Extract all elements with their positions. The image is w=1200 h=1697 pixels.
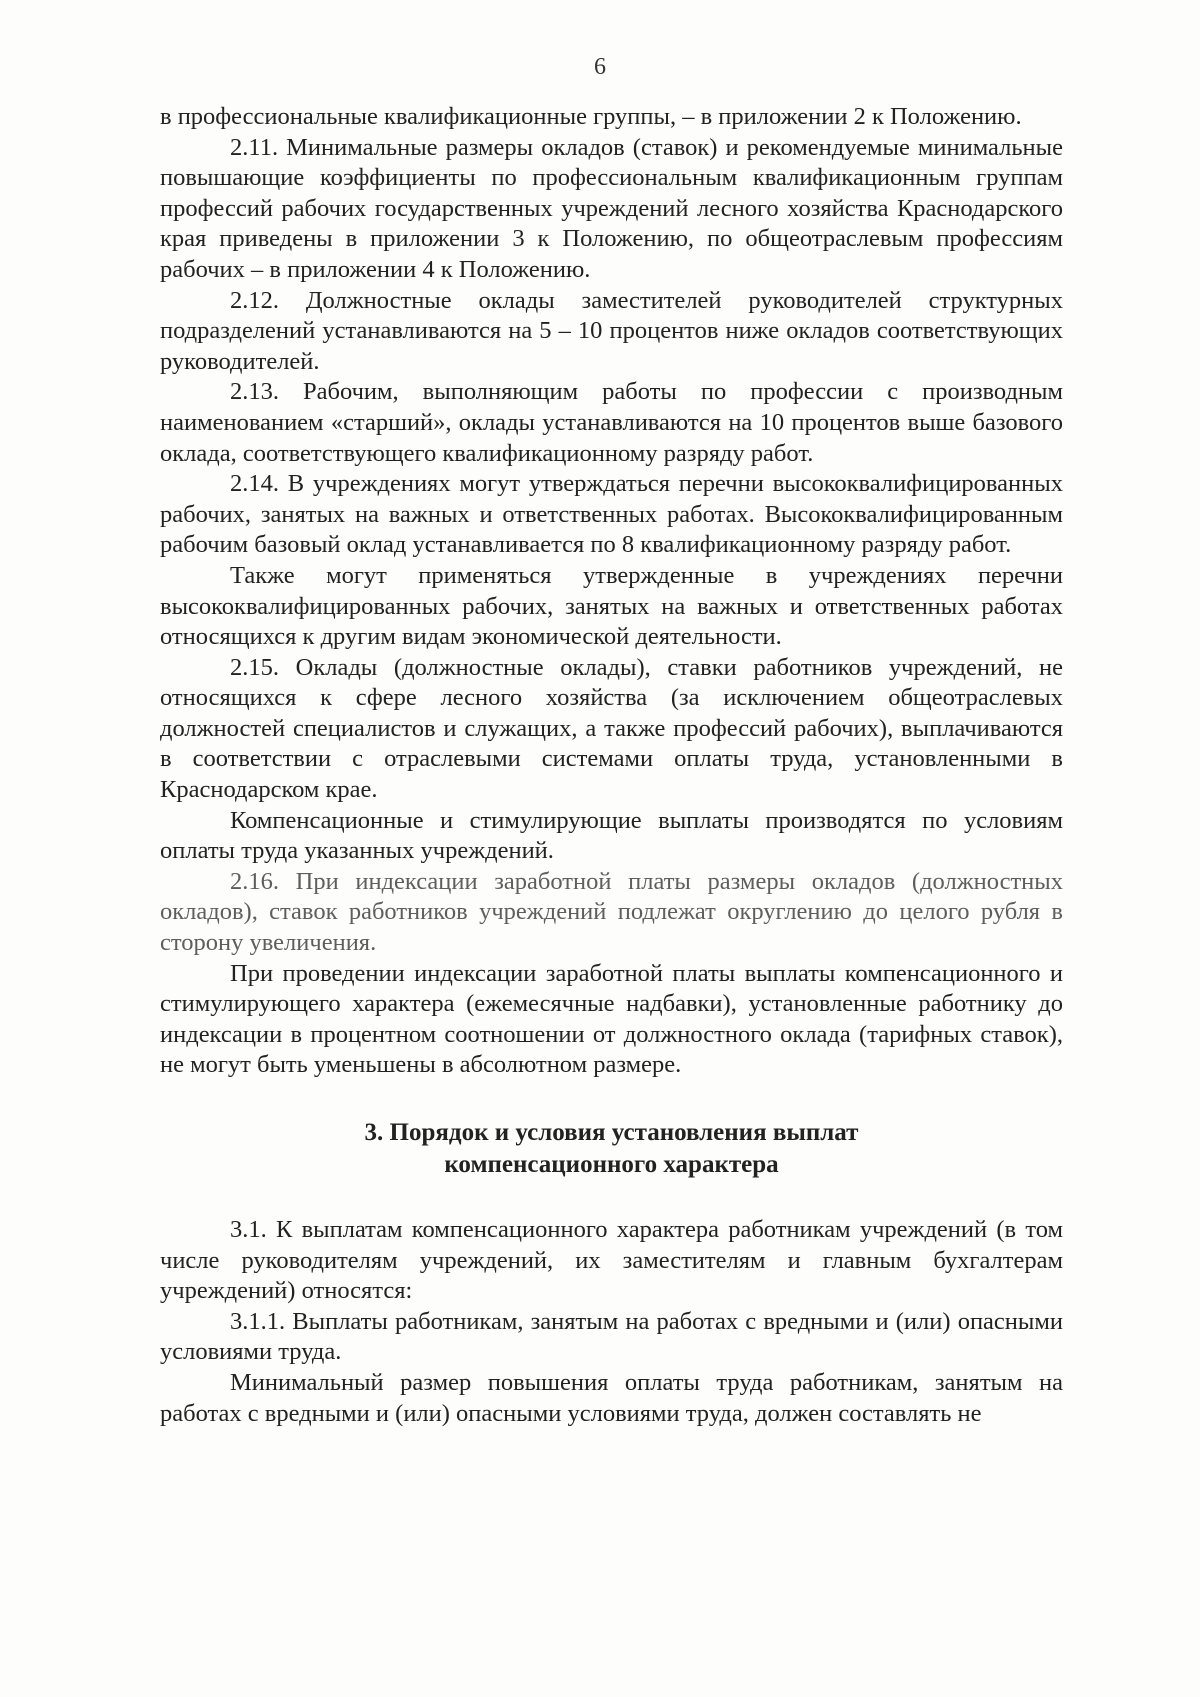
page-number: 6 [594, 54, 606, 80]
section-heading-3 [160, 1117, 1063, 1181]
paragraph-3-1-1: 3.1.1. Выплаты работникам, занятым на работах с вредными и (или) опасными условиями труда. [160, 1307, 1063, 1366]
paragraph-2-16-continued: При проведении индексации заработной платы выплаты компенсационного и стимулирующего характера (ежемесячные надбавки), установленные работнику до индексации в процентном соотношении от должностного оклада (тарифных ставок), не могут быть уменьшены в абсолютном размере. [160, 959, 1063, 1079]
paragraph-2-13: 2.13. Рабочим, выполняющим работы по профессии с производным наименованием «старший», оклады устанавливаются на 10 процентов выше базового оклада, соответствующего квалификационному разряду работ. [160, 378, 1063, 467]
paragraph-2-12: 2.12. Должностные оклады заместителей руководителей структурных подразделений устанавливаются на 5 – 10 процентов ниже окладов соответствующих руководителей. [160, 286, 1063, 375]
paragraph-2-15: 2.15. Оклады (должностные оклады), ставки работников учреждений, не относящихся к сфере лесного хозяйства (за исключением общеотраслевых должностей специалистов и служащих, а также профессий рабочих), выплачиваются в соответствии с отраслевыми системами оплаты труда, установленными в Краснодарском крае. [160, 653, 1063, 804]
paragraph-2-14-continued: Также могут применяться утвержденные в учреждениях перечни высококвалифицированных рабочих, занятых на важных и ответственных работах относящихся к другим видам экономической деятельности. [160, 561, 1063, 651]
paragraph-2-11: 2.11. Минимальные размеры окладов (ставок) и рекомендуемые минимальные повышающие коэффициенты по профессиональным квалификационным группам профессий рабочих государственных учреждений лесного хозяйства Краснодарского края приведены в приложении 3 к Положению, по общеотраслевым профессиям рабочих – в приложении 4 к Положению. [160, 133, 1063, 283]
paragraph-3-1-1-continued: Минимальный размер повышения оплаты труда работникам, занятым на работах с вредными и (или) опасными условиями труда, должен составлять не [160, 1368, 1063, 1427]
paragraph-2-15-continued: Компенсационные и стимулирующие выплаты производятся по условиям оплаты труда указанных учреждений. [160, 806, 1063, 865]
paragraph-2-16: 2.16. При индексации заработной платы размеры окладов (должностных окладов), ставок работников учреждений подлежат округлению до целого рубля в сторону увеличения. [160, 867, 1063, 957]
section-heading-line-1: 3. Порядок и условия установления выплат [364, 1119, 859, 1146]
section-heading-line-2: компенсационного характера [444, 1151, 779, 1178]
paragraph-continuation: в профессиональные квалификационные группы, – в приложении 2 к Положению. [160, 103, 1022, 130]
document-body [160, 102, 1063, 1429]
paragraph-3-1: 3.1. К выплатам компенсационного характера работникам учреждений (в том числе руководителям учреждений, их заместителям и главным бухгалтерам учреждений) относятся: [160, 1216, 1063, 1305]
paragraph-2-14: 2.14. В учреждениях могут утверждаться перечни высококвалифицированных рабочих, занятых на важных и ответственных работах. Высококвалифицированным рабочим базовый оклад устанавливается по 8 квалификационному разряду работ. [160, 470, 1063, 559]
